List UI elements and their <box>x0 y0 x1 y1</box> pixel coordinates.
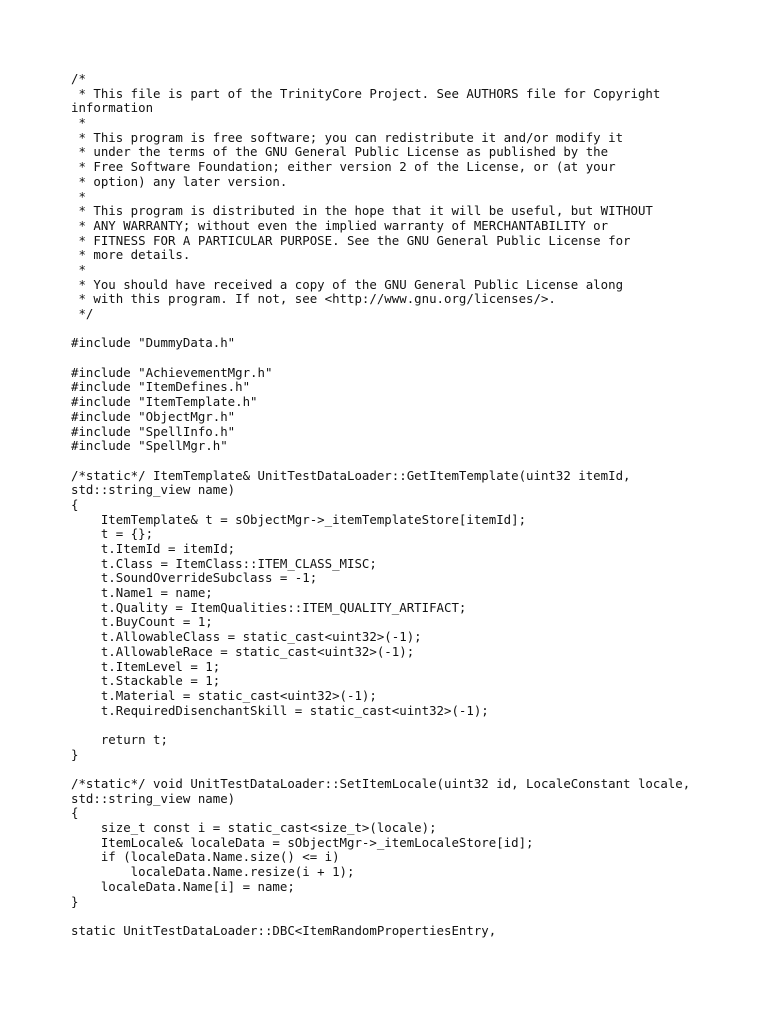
code-line: ItemTemplate& t = sObjectMgr->_itemTemplateStore[itemId]; <box>71 511 527 527</box>
code-line: #include "ItemDefines.h" <box>71 379 251 395</box>
code-line: #include "SpellMgr.h" <box>71 438 228 454</box>
source-code-listing <box>71 72 761 939</box>
code-line: * This program is free software; you can redistribute it and/or modify it <box>71 129 624 145</box>
code-line: * more details. <box>71 247 191 263</box>
code-line: size_t const i = static_cast<size_t>(locale); <box>71 820 437 836</box>
code-line <box>71 762 761 777</box>
code-line: t.AllowableClass = static_cast<uint32>(-1); <box>71 629 422 645</box>
code-line: * <box>71 261 86 277</box>
code-line: t.RequiredDisenchantSkill = static_cast<uint32>(-1); <box>71 702 489 718</box>
code-line: } <box>71 893 79 909</box>
code-line: * <box>71 115 86 131</box>
code-line: t.Name1 = name; <box>71 585 213 601</box>
code-line: localeData.Name.resize(i + 1); <box>71 864 355 880</box>
code-line: } <box>71 746 79 762</box>
code-line: #include "ObjectMgr.h" <box>71 408 236 424</box>
code-line <box>71 322 761 337</box>
code-line: * FITNESS FOR A PARTICULAR PURPOSE. See the GNU General Public License for <box>71 232 631 248</box>
code-line <box>71 909 761 924</box>
code-line: #include "SpellInfo.h" <box>71 423 236 439</box>
code-line: information <box>71 100 154 116</box>
code-line: */ <box>71 306 94 321</box>
code-line: /*static*/ void UnitTestDataLoader::SetItemLocale(uint32 id, LocaleConstant locale, <box>71 776 691 791</box>
code-line: std::string_view name) <box>71 790 236 806</box>
code-line: #include "AchievementMgr.h" <box>71 364 273 380</box>
code-line <box>71 454 761 469</box>
code-line: t.ItemId = itemId; <box>71 541 236 556</box>
code-line: * This program is distributed in the hope that it will be useful, but WITHOUT <box>71 203 653 219</box>
code-line: localeData.Name[i] = name; <box>71 878 295 894</box>
code-line: t.ItemLevel = 1; <box>71 658 221 674</box>
code-line: * This file is part of the TrinityCore Project. See AUTHORS file for Copyright <box>71 85 661 101</box>
code-line: #include "ItemTemplate.h" <box>71 394 258 410</box>
code-line: static UnitTestDataLoader::DBC<ItemRandomPropertiesEntry, <box>71 922 497 938</box>
code-line: t.Stackable = 1; <box>71 673 221 689</box>
code-line: return t; <box>71 731 168 747</box>
code-line: * Free Software Foundation; either version 2 of the License, or (at your <box>71 159 616 175</box>
code-line: t.Material = static_cast<uint32>(-1); <box>71 687 377 703</box>
code-line: * <box>71 188 86 204</box>
code-line: if (localeData.Name.size() <= i) <box>71 849 340 865</box>
code-line: * You should have received a copy of the GNU General Public License along <box>71 276 624 292</box>
code-line: * under the terms of the GNU General Public License as published by the <box>71 144 609 160</box>
code-line: #include "DummyData.h" <box>71 335 236 351</box>
code-line: { <box>71 805 79 821</box>
code-line: /*static*/ ItemTemplate& UnitTestDataLoader::GetItemTemplate(uint32 itemId, <box>71 467 631 483</box>
code-line: /* <box>71 71 86 86</box>
code-line: t.Class = ItemClass::ITEM_CLASS_MISC; <box>71 555 377 571</box>
code-line: { <box>71 496 79 512</box>
code-line: * ANY WARRANTY; without even the implied warranty of MERCHANTABILITY or <box>71 217 609 233</box>
code-line: ItemLocale& localeData = sObjectMgr->_itemLocaleStore[id]; <box>71 834 534 850</box>
code-line <box>71 351 761 366</box>
code-line: t.BuyCount = 1; <box>71 614 213 630</box>
code-line: t.SoundOverrideSubclass = -1; <box>71 570 318 586</box>
code-line: * option) any later version. <box>71 173 288 189</box>
code-line <box>71 718 761 733</box>
code-line: t.Quality = ItemQualities::ITEM_QUALITY_ARTIFACT; <box>71 599 467 615</box>
code-line: t.AllowableRace = static_cast<uint32>(-1); <box>71 643 415 659</box>
code-line: t = {}; <box>71 526 154 542</box>
code-line: std::string_view name) <box>71 482 236 498</box>
code-line: * with this program. If not, see <http://www.gnu.org/licenses/>. <box>71 291 556 307</box>
